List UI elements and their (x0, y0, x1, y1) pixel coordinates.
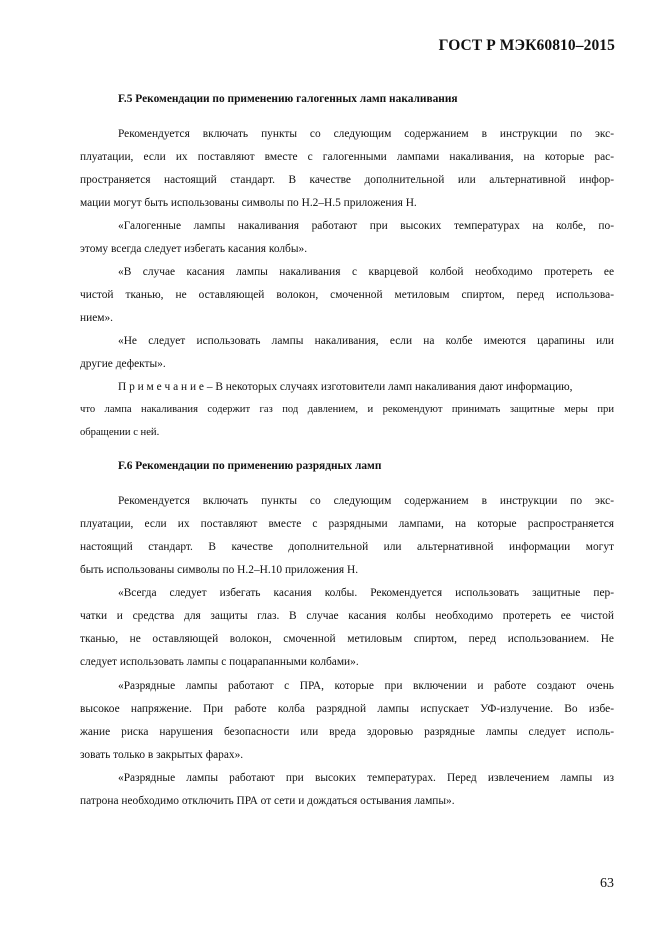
note-line (118, 379, 614, 395)
paragraph-line: жание риска нарушения безопасности или вреда здоровью разрядные лампы следует исполь- (80, 726, 614, 738)
paragraph-line: «Всегда следует избегать касания колбы. Рекомендуется использовать защитные пер- (118, 587, 614, 599)
note-label: П р и м е ч а н и е (118, 381, 204, 393)
paragraph-line: «Разрядные лампы работают при высоких температурах. Перед извлечением лампы из (118, 772, 614, 784)
note-line: что лампа накаливания содержит газ под давлением, и рекомендуют принимать защитные меры при (80, 404, 614, 415)
paragraph-line: нием». (80, 312, 113, 324)
paragraph-line: следует использовать лампы с поцарапанными колбами». (80, 656, 359, 668)
paragraph-line: этому всегда следует избегать касания колбы». (80, 243, 308, 255)
page-number: 63 (600, 876, 614, 891)
section-heading-f6: F.6 Рекомендации по применению разрядных ламп (118, 460, 382, 472)
paragraph-line: «Галогенные лампы накаливания работают при высоких температурах на колбе, по- (118, 220, 614, 232)
paragraph-line: патрона необходимо отключить ПРА от сети и дождаться остывания лампы». (80, 795, 455, 807)
paragraph-line: зовать только в закрытых фарах». (80, 749, 244, 761)
paragraph-line: мации могут быть использованы символы по Н.2–Н.5 приложения Н. (80, 197, 417, 209)
note-text: – В некоторых случаях изготовители ламп накаливания дают информацию, (206, 381, 573, 393)
paragraph-line: Рекомендуется включать пункты со следующим содержанием в инструкции по экс- (118, 128, 614, 140)
paragraph-line: «Не следует использовать лампы накаливания, если на колбе имеются царапины или (118, 335, 614, 347)
paragraph-line: тканью, не оставляющей волокон, смоченной метиловым спиртом, перед использованием. Не (80, 633, 614, 645)
page-header: ГОСТ Р МЭК60810–2015 (438, 37, 615, 54)
section-heading-f5: F.5 Рекомендации по применению галогенных ламп накаливания (118, 93, 458, 105)
paragraph-line: плуатации, если их поставляют вместе с разрядными лампами, на которые распространяется (80, 518, 614, 530)
paragraph-line: другие дефекты». (80, 358, 166, 370)
paragraph-line: «Разрядные лампы работают с ПРА, которые при включении и работе создают очень (118, 680, 614, 692)
paragraph-line: чатки и средства для защиты глаз. В случае касания колбы необходимо протереть ее чистой (80, 610, 614, 622)
paragraph-line: быть использованы символы по Н.2–Н.10 приложения Н. (80, 564, 359, 576)
paragraph-line: Рекомендуется включать пункты со следующим содержанием в инструкции по экс- (118, 495, 614, 507)
paragraph-line: «В случае касания лампы накаливания с кварцевой колбой необходимо протереть ее (118, 266, 614, 278)
paragraph-line: плуатации, если их поставляют вместе с галогенными лампами накаливания, на которые рас- (80, 151, 614, 163)
paragraph-line: чистой тканью, не оставляющей волокон, смоченной метиловым спиртом, перед использова- (80, 289, 614, 301)
paragraph-line: высокое напряжение. При работе колба разрядной лампы испускает УФ-излучение. Во избе- (80, 703, 614, 715)
note-line: обращении с ней. (80, 427, 160, 438)
paragraph-line: пространяется настоящий стандарт. В качестве дополнительной или альтернативной инфор- (80, 174, 614, 186)
paragraph-line: настоящий стандарт. В качестве дополнительной или альтернативной информации могут (80, 541, 614, 553)
